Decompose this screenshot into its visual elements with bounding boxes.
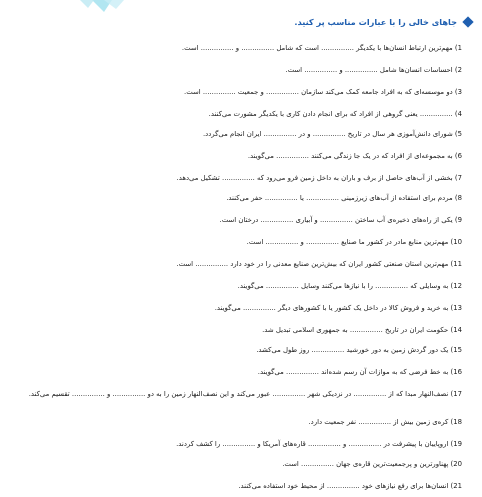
question-item — [12, 368, 462, 377]
question-text: دو موسسه‌ای که به افراد جامعه کمک می‌کند سازمان ............... و جمعیت ............... است. — [184, 88, 453, 96]
question-number: 5) — [452, 130, 462, 138]
question-number: 1) — [452, 44, 462, 52]
question-text: به خرید و فروش کالا در داخل یک کشور یا با کشورهای دیگر ............... می‌گویند. — [214, 304, 449, 312]
section-title: جاهای خالی را با عبارات مناسب پر کنید. — [294, 17, 457, 27]
question-item — [12, 482, 462, 491]
question-text: یک دور گردش زمین به دور خورشید ............... روز طول می‌کشد. — [256, 346, 449, 354]
question-text: شورای دانش‌آموزی هر سال در تاریخ ............... و در ............... ایران انجام می‌گردد. — [202, 130, 453, 138]
question-number: 19) — [448, 440, 462, 448]
question-item — [12, 174, 462, 183]
question-item — [12, 238, 462, 247]
question-text: اروپاییان با پیشرفت در ............... و ............... قاره‌های آمریکا و ............... را کشف کردند. — [176, 440, 449, 448]
question-number: 2) — [452, 66, 462, 74]
question-number: 8) — [452, 194, 462, 202]
question-text: پهناورترین و پرجمعیت‌ترین قاره‌ی جهان ............... است. — [282, 460, 449, 468]
question-number: 3) — [452, 88, 462, 96]
question-number: 15) — [448, 346, 462, 354]
decorative-corner-graphic — [0, 0, 130, 36]
question-number: 10) — [448, 238, 462, 246]
question-text: به مجموعه‌ای از افراد که در یک جا زندگی می‌کنند ............... می‌گویند. — [247, 152, 453, 160]
question-item — [12, 44, 462, 53]
question-number: 7) — [452, 174, 462, 182]
question-item — [12, 152, 462, 161]
question-text: نصف‌النهار مبدا که از ............... در نزدیکی شهر ............... عبور می‌کند و این نصف‌النهار زمین را به دو ............... و ............... تقسیم می‌کند. — [28, 390, 449, 398]
question-number: 6) — [452, 152, 462, 160]
question-number: 16) — [448, 368, 462, 376]
question-item — [12, 440, 462, 449]
question-number: 21) — [448, 482, 462, 490]
question-text: مهم‌ترین استان صنعتی کشور ایران که بیش‌ترین صنایع معدنی را در خود دارد ............... است. — [176, 260, 449, 268]
question-number: 17) — [448, 390, 462, 398]
question-number: 13) — [448, 304, 462, 312]
question-number: 14) — [448, 326, 462, 334]
question-text: مهم‌ترین ارتباط انسان‌ها با یکدیگر ............... است که شامل ............... و ............... است. — [181, 44, 453, 52]
question-item — [12, 110, 462, 119]
question-text: بخشی از آب‌های حاصل از برف و باران به داخل زمین فرو می‌رود که ............... تشکیل می‌دهد. — [176, 174, 453, 182]
question-item — [12, 460, 462, 469]
diamond-bullet-icon — [462, 16, 473, 27]
question-number: 12) — [448, 282, 462, 290]
question-text: مردم برای استفاده از آب‌های زیرزمینی ............... یا ............... حفر می‌کنند. — [226, 194, 453, 202]
question-item — [12, 260, 462, 269]
question-text: احساسات انسان‌ها شامل ............... و ............... است. — [285, 66, 453, 74]
question-number: 20) — [448, 460, 462, 468]
question-text: حکومت ایران در تاریخ ............... به جمهوری اسلامی تبدیل شد. — [262, 326, 449, 334]
question-item — [12, 194, 462, 203]
question-item — [12, 282, 462, 291]
question-item — [12, 66, 462, 75]
question-item — [12, 346, 462, 355]
question-text: به خط فرضی که به موازات آن رسم شده‌اند ............... می‌گویند. — [257, 368, 449, 376]
question-text: انسان‌ها برای رفع نیازهای خود ............... از محیط خود استفاده می‌کنند. — [238, 482, 449, 490]
question-text: کره‌ی زمین بیش از ............... نفر جمعیت دارد. — [308, 418, 449, 426]
question-item — [12, 418, 462, 427]
question-text: مهم‌ترین منابع مادر در کشور ما صنایع ............... و ............... است. — [246, 238, 449, 246]
question-item — [12, 88, 462, 97]
section-header — [294, 14, 472, 30]
question-text: به وسایلی که ............... را با نیاز‌ها می‌کنند وسایل ............... می‌گویند. — [237, 282, 449, 290]
question-item — [12, 326, 462, 335]
question-text: یکی از راه‌های ذخیره‌ی آب ساختن ............... و آبیاری ............... درختان است. — [219, 216, 453, 224]
question-number: 18) — [448, 418, 462, 426]
question-item — [12, 304, 462, 313]
question-number: 9) — [452, 216, 462, 224]
question-text: ............... یعنی گروهی از افراد که برای انجام دادن کاری با یکدیگر مشورت می‌کنند. — [208, 110, 453, 118]
question-item — [12, 390, 462, 399]
question-item — [12, 130, 462, 139]
question-item — [12, 216, 462, 225]
question-number: 4) — [452, 110, 462, 118]
question-number: 11) — [448, 260, 462, 268]
